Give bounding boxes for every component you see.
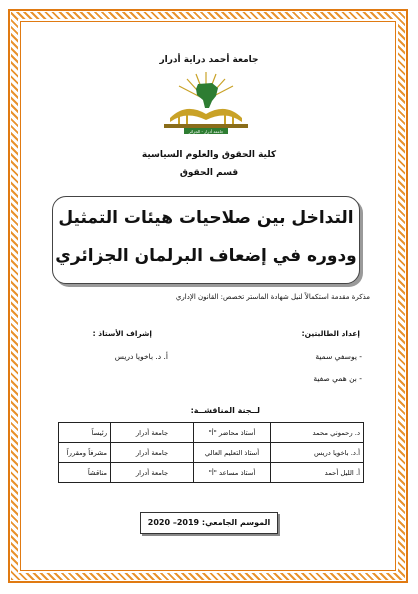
member-rank: أستاذ مساعد "أ" — [194, 463, 271, 483]
university-logo — [156, 70, 256, 136]
table-row — [59, 423, 364, 443]
member-rank: أستاذ التعليم العالي — [194, 443, 271, 463]
table-row — [59, 463, 364, 483]
thesis-title-line-1: التداخل بين صلاحيات هيئات التمثيل — [58, 208, 354, 228]
department-name: قسم الحقوق — [179, 168, 239, 178]
faculty-name: كلية الحقوق والعلوم السياسية — [141, 150, 277, 160]
member-role: مشرفاً ومقرراً — [59, 443, 111, 463]
member-institution: جامعة أدرار — [111, 443, 194, 463]
committee-label: لــجنة المناقشــة: — [190, 406, 260, 415]
university-name: جامعة أحمد دراية أدرار — [159, 55, 259, 65]
member-institution: جامعة أدرار — [111, 463, 194, 483]
member-role: رئيساً — [59, 423, 111, 443]
member-name: د. رحموني محمد — [271, 423, 364, 443]
memo-description: مذكرة مقدمة استكمالاً لنيل شهادة الماستر تخصص: القانون الإداري — [175, 293, 370, 301]
member-rank: أستاذ محاضر "أ" — [194, 423, 271, 443]
member-name: أ. الليل أحمد — [271, 463, 364, 483]
member-institution: جامعة أدرار — [111, 423, 194, 443]
student-name: - بن همي صفية — [313, 374, 362, 383]
student-name: - يوسفي سمية — [315, 352, 362, 361]
academic-year: الموسم الجامعي: 2019– 2020 — [147, 518, 271, 527]
thesis-title-line-2: ودوره في إضعاف البرلمان الجزائري — [55, 246, 357, 266]
students-label: إعداد الطالبتين: — [301, 329, 360, 338]
table-row — [59, 443, 364, 463]
member-name: أ.د. باخويا دريس — [271, 443, 364, 463]
committee-table — [58, 422, 364, 483]
supervision-label: إشراف الأستاذ : — [92, 329, 152, 338]
supervisor-name: أ. د. باخويا دريس — [114, 352, 168, 361]
member-role: مناقشاً — [59, 463, 111, 483]
logo-caption: جامعة أدرار - الجزائر — [188, 129, 224, 134]
